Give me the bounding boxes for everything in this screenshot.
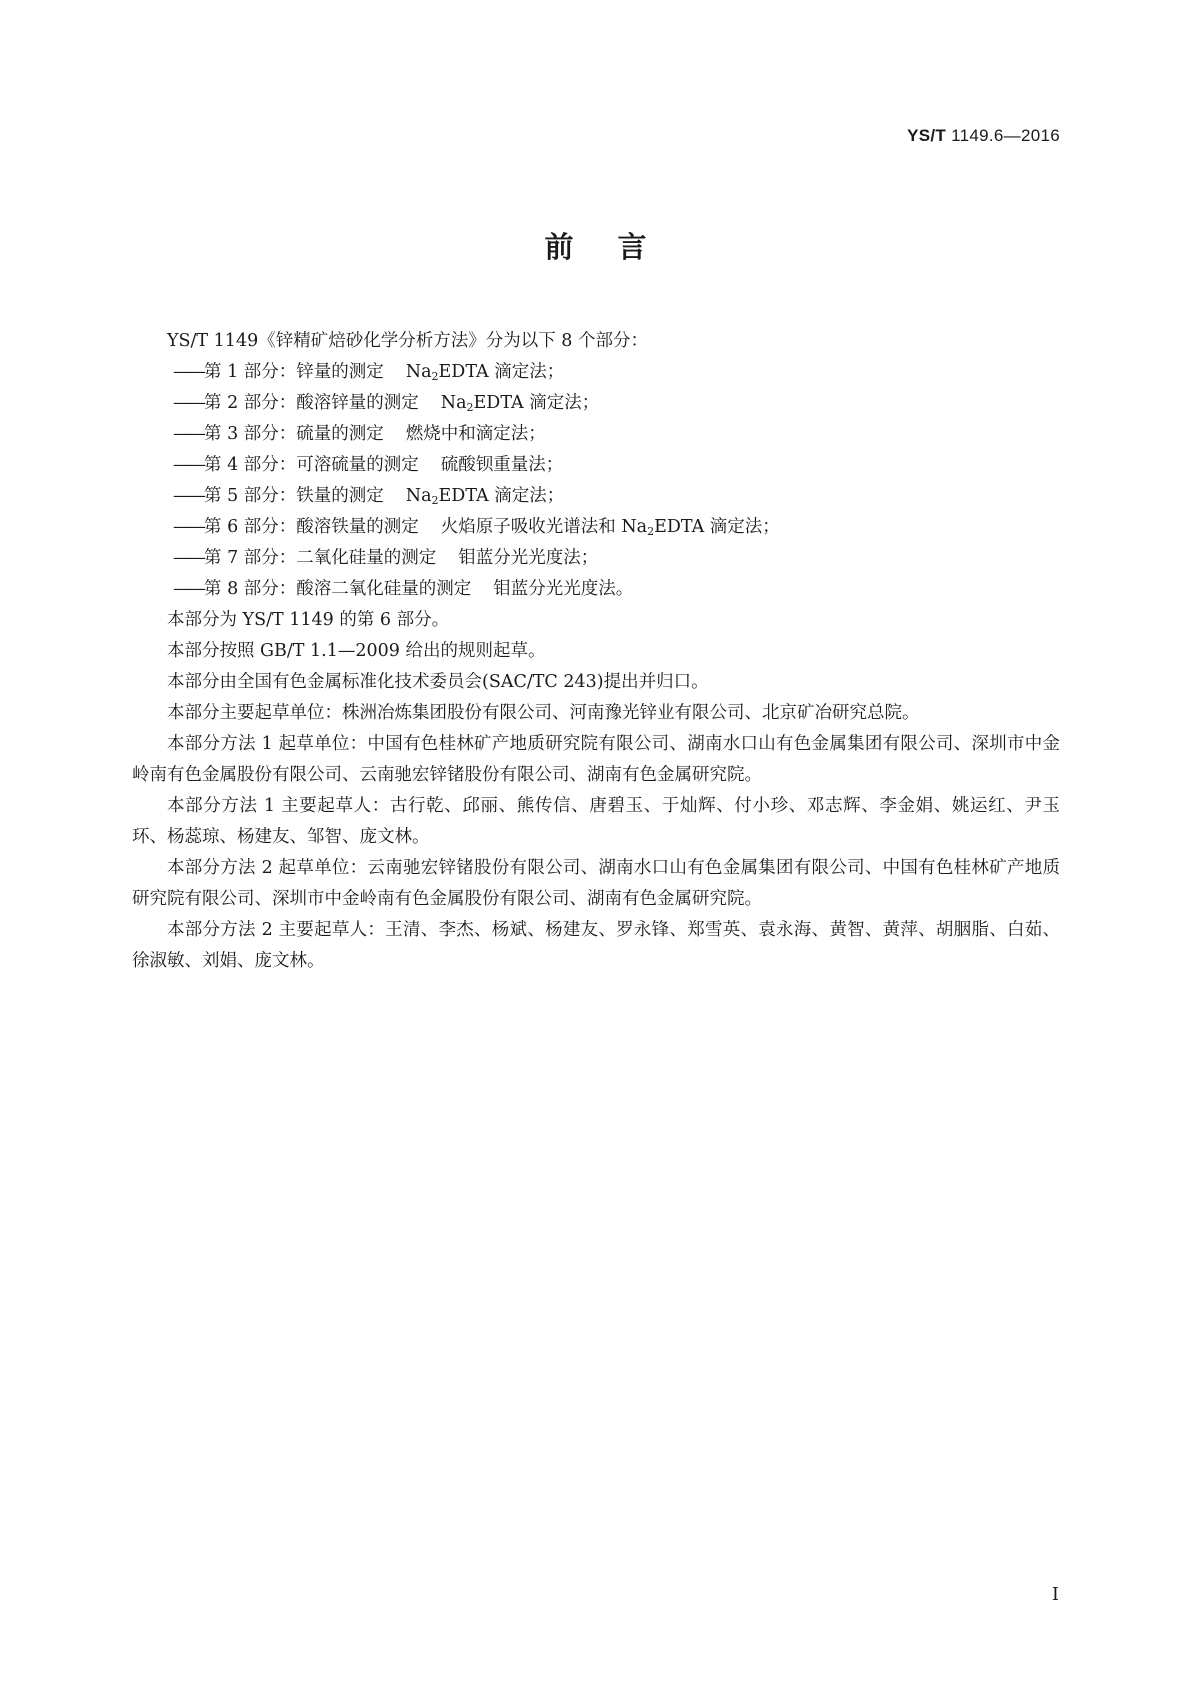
standard-number: 1149.6—2016 (951, 126, 1060, 145)
item-part: 第 5 部分：铁量的测定 (204, 486, 384, 506)
item-method: Na (440, 393, 467, 413)
item-part: 第 6 部分：酸溶铁量的测定 (204, 517, 419, 537)
item-method-rest: EDTA 滴定法； (438, 362, 565, 382)
item-dash: —— (173, 393, 204, 413)
page-number: I (1051, 1584, 1059, 1605)
item-part: 第 2 部分：酸溶锌量的测定 (204, 393, 419, 413)
standard-code (907, 126, 1060, 146)
item-method-sub: 2 (431, 494, 439, 507)
body-paragraph: 本部分按照 GB/T 1.1—2009 给出的规则起草。 (167, 641, 546, 661)
item-method-sub: 2 (431, 370, 439, 383)
item-method: Na (405, 362, 432, 382)
item-part: 第 3 部分：硫量的测定 (204, 424, 384, 444)
list-item (132, 450, 1060, 481)
item-method: 硫酸钡重量法； (440, 455, 564, 475)
list-item (132, 512, 1060, 543)
item-method: 燃烧中和滴定法； (405, 424, 546, 444)
body-paragraph: 本部分为 YS/T 1149 的第 6 部分。 (167, 610, 450, 630)
item-dash: —— (173, 362, 204, 382)
item-method: 钼蓝分光光度法； (458, 548, 599, 568)
item-part: 第 8 部分：酸溶二氧化硅量的测定 (204, 579, 472, 599)
body-paragraph: 本部分由全国有色金属标准化技术委员会(SAC/TC 243)提出并归口。 (167, 672, 709, 692)
item-method-rest: EDTA 滴定法； (473, 393, 600, 413)
list-item (132, 543, 1060, 574)
item-dash: —— (173, 424, 204, 444)
item-dash: —— (173, 455, 204, 475)
list-item (132, 481, 1060, 512)
item-part: 第 7 部分：二氧化硅量的测定 (204, 548, 437, 568)
item-dash: —— (173, 486, 204, 506)
item-dash: —— (173, 517, 204, 537)
item-method: 钼蓝分光光度法。 (493, 579, 634, 599)
intro-paragraph: YS/T 1149《锌精矿焙砂化学分析方法》分为以下 8 个部分： (167, 331, 648, 351)
list-item (132, 574, 1060, 605)
parts-list (132, 357, 1060, 605)
body-paragraph: 本部分方法 1 起草单位：中国有色桂林矿产地质研究院有限公司、湖南水口山有色金属集团有限公司、深圳市中金岭南有色金属股份有限公司、云南驰宏锌锗股份有限公司、湖南有色金属研究院。 (132, 734, 1060, 785)
body-paragraph: 本部分方法 2 主要起草人：王清、李杰、杨斌、杨建友、罗永锋、郑雪英、袁永海、黄智、黄萍、胡胭脂、白茹、徐淑敏、刘娟、庞文林。 (132, 920, 1060, 971)
list-item (132, 388, 1060, 419)
item-method: Na (405, 486, 432, 506)
item-part: 第 1 部分：锌量的测定 (204, 362, 384, 382)
item-dash: —— (173, 548, 204, 568)
item-part: 第 4 部分：可溶硫量的测定 (204, 455, 419, 475)
item-method-rest: EDTA 滴定法； (654, 517, 780, 537)
item-method-sub: 2 (647, 525, 655, 538)
document-body (132, 326, 1060, 977)
body-paragraph: 本部分主要起草单位：株洲冶炼集团股份有限公司、河南豫光锌业有限公司、北京矿冶研究总院。 (167, 703, 920, 723)
list-item (132, 419, 1060, 450)
list-item (132, 357, 1060, 388)
item-method-sub: 2 (466, 401, 474, 414)
item-method-rest: EDTA 滴定法； (438, 486, 565, 506)
page-title: 前言 (544, 230, 691, 264)
standard-prefix: YS/T (907, 126, 947, 145)
body-paragraph: 本部分方法 1 主要起草人：古行乾、邱丽、熊传信、唐碧玉、于灿辉、付小珍、邓志辉、李金娟、姚运红、尹玉环、杨蕊琼、杨建友、邹智、庞文林。 (132, 796, 1060, 847)
item-dash: —— (173, 579, 204, 599)
body-paragraph: 本部分方法 2 起草单位：云南驰宏锌锗股份有限公司、湖南水口山有色金属集团有限公司、中国有色桂林矿产地质研究院有限公司、深圳市中金岭南有色金属股份有限公司、湖南有色金属研究院。 (132, 858, 1060, 909)
item-method: 火焰原子吸收光谱法和 Na (440, 517, 648, 537)
